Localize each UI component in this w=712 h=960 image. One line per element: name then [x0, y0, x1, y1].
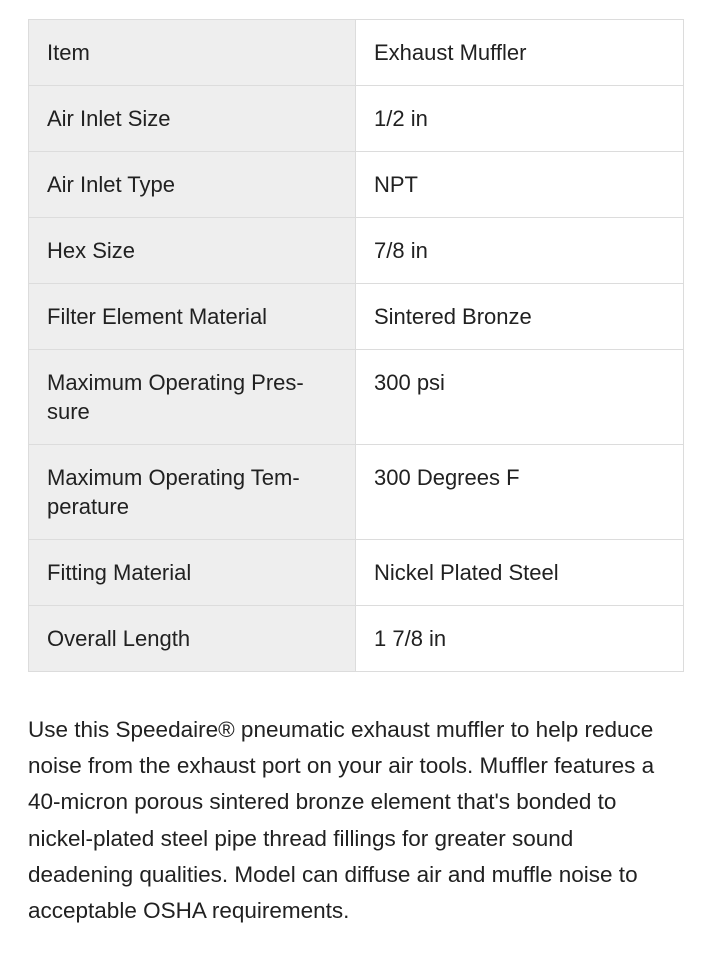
- spec-label: Hex Size: [29, 218, 356, 284]
- spec-table: [28, 19, 684, 672]
- spec-label: Air Inlet Size: [29, 86, 356, 152]
- spec-row: [29, 606, 684, 672]
- spec-value: 1/2 in: [356, 86, 684, 152]
- spec-row: [29, 86, 684, 152]
- spec-value: 300 psi: [356, 350, 684, 445]
- spec-row: [29, 284, 684, 350]
- spec-label: Maximum Operating Pres-sure: [29, 350, 356, 445]
- spec-label: Overall Length: [29, 606, 356, 672]
- spec-value: NPT: [356, 152, 684, 218]
- spec-label: Item: [29, 20, 356, 86]
- spec-label: Fitting Material: [29, 540, 356, 606]
- spec-label: Maximum Operating Tem-perature: [29, 445, 356, 540]
- spec-row: [29, 152, 684, 218]
- product-description: Use this Speedaire® pneumatic exhaust muffler to help reduce noise from the exhaust port on your air tools. Muffler features a 40-micron porous sintered bronze element that's bonded to nickel-plated steel pipe thread fillings for greater sound deadening qualities. Model can diffuse air and muffle noise to acceptable OSHA requirements.: [28, 717, 655, 924]
- spec-table-body: [29, 20, 684, 672]
- spec-row: [29, 350, 684, 445]
- spec-value: 300 Degrees F: [356, 445, 684, 540]
- spec-row: [29, 20, 684, 86]
- spec-value: Exhaust Muffler: [356, 20, 684, 86]
- spec-value: Sintered Bronze: [356, 284, 684, 350]
- spec-label: Air Inlet Type: [29, 152, 356, 218]
- spec-row: [29, 445, 684, 540]
- spec-value: 1 7/8 in: [356, 606, 684, 672]
- spec-value: 7/8 in: [356, 218, 684, 284]
- spec-label: Filter Element Material: [29, 284, 356, 350]
- spec-row: [29, 218, 684, 284]
- spec-value: Nickel Plated Steel: [356, 540, 684, 606]
- spec-row: [29, 540, 684, 606]
